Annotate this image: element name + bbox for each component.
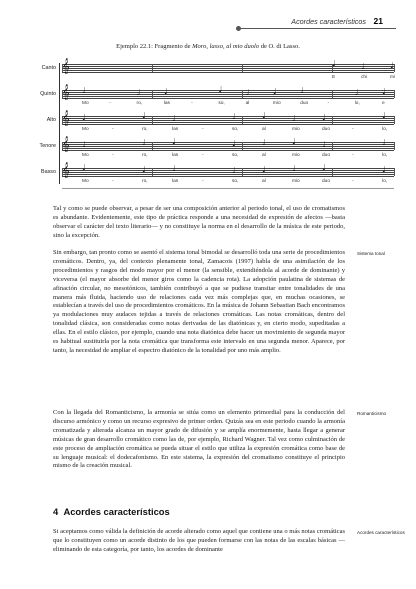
note-head: ♩ <box>322 140 326 149</box>
note-head: ♩ <box>292 114 296 123</box>
lyric-syllable: - <box>202 153 204 158</box>
note-head: ♩ <box>82 86 86 95</box>
lyric-syllable: mi <box>390 75 396 80</box>
staff-line <box>62 124 394 125</box>
staff-quinto <box>62 85 394 100</box>
margin-note-romanticismo: Romanticismo <box>357 411 387 416</box>
barline <box>394 168 395 176</box>
lyric-syllable: ro, <box>142 153 148 158</box>
lyric-syllable: al <box>245 101 250 106</box>
lyric-syllable: las <box>172 179 179 184</box>
lyric-syllable: E <box>332 75 336 80</box>
lyric-syllable: Mo <box>82 101 89 106</box>
lyric-syllable: duo <box>322 153 331 158</box>
staff-line <box>62 90 394 91</box>
note-head: ♩ <box>163 87 168 96</box>
staff-alto <box>62 111 394 126</box>
system-bracket <box>59 63 60 184</box>
note-head: ♩ <box>262 165 266 174</box>
treble-clef-icon: 𝄞 <box>62 85 70 100</box>
treble-clef-icon: 𝄞 <box>62 163 70 178</box>
staff-line <box>62 94 394 95</box>
note-head: ♩ <box>262 138 266 147</box>
staff-line <box>62 150 394 151</box>
page-number: 21 <box>373 16 383 26</box>
note-head: ♩ <box>172 164 176 173</box>
staff-line <box>62 142 394 143</box>
running-head-title: Acordes característicos <box>291 17 366 26</box>
staff-label-canto: Canto <box>41 65 56 71</box>
note-head: ♩ <box>172 137 176 146</box>
staff-canto <box>62 59 394 74</box>
lyric-syllable: - <box>112 179 114 184</box>
note-head: ♩ <box>382 87 386 96</box>
treble-clef-icon: 𝄞 <box>62 137 70 152</box>
staff-basso <box>62 163 394 178</box>
lyric-syllable: lo, <box>382 153 388 158</box>
lyric-syllable: so, <box>232 153 239 158</box>
lyrics-canto <box>62 75 394 83</box>
lyric-syllable: - <box>352 179 354 184</box>
lyric-syllable: so, <box>232 127 239 132</box>
paragraph-4: Si aceptamos como válida la definición de acorde alterado como aquel que contiene una o más notas cromáticas que lo constituyen como un acorde distinto de los que pueden formarse con las notas de las escalas básicas —eliminando de esta categoría, por tanto, los acordes de dominante <box>53 528 345 553</box>
lyric-syllable: - <box>202 127 204 132</box>
note-head: ♩ <box>300 86 304 95</box>
note-head: ♩ <box>82 113 86 122</box>
barline <box>332 142 333 150</box>
section-number: 4 <box>53 506 59 517</box>
barline <box>242 90 243 98</box>
lyrics-basso <box>62 179 394 187</box>
barline <box>394 64 395 72</box>
note-head: ♩ <box>232 166 236 175</box>
example-label: Ejemplo 22.1: Fragmento de <box>116 43 193 50</box>
barline <box>152 116 153 124</box>
note-head: ♩ <box>292 137 296 146</box>
lyric-syllable: las <box>163 101 170 106</box>
barline <box>332 168 333 176</box>
lyric-syllable: Mo <box>82 153 89 158</box>
barline <box>152 168 153 176</box>
note-head: ♩ <box>245 88 250 97</box>
lyric-syllable: al <box>262 127 266 132</box>
staff-line <box>62 70 394 71</box>
paragraph-1: Tal y como se puede observar, a pesar de ser una composición anterior al periodo tonal, el uso de cromatismos es abundante. Evidentemente, este tipo de práctica responde a una necesidad de expresión de afectos —basta observar el carácter del texto literario— y no constituye la norma en el desarrollo de la música de este periodo, sino la excepción. <box>53 205 345 239</box>
note-head: ♩ <box>142 165 146 174</box>
staff-label-basso: Basso <box>41 169 56 175</box>
lyric-syllable: duo <box>322 127 331 132</box>
note-head: ♩ <box>361 62 365 71</box>
note-head: ♩ <box>382 165 386 174</box>
lyric-syllable: - <box>112 127 114 132</box>
note-head: ♩ <box>354 88 359 97</box>
lyric-syllable: lo, <box>382 127 388 132</box>
paragraph-3: Con la llegada del Romanticismo, la armonía se sitúa como un elemento primordial para la conducción del discurso armónico y como un recurso expresivo de primer orden. Quizás sea en este periodo cuando la armonía cromatizada y alterada alcanza un mayor grado de difusión y se amplía enormemente, hasta llegar a generar músicas de gran desarrollo cromático como las de, por ejemplo, Richard Wagner. Tal vez como culminación de este proceso de ampliación cromática se pueda situar el estilo que utiliza la expresión cromática como base de su lenguaje musical: el dodecafonismo. En este sistema, la expresión del cromatismo constituye el principio mismo de la creación musical. <box>53 409 345 470</box>
staff-tenore <box>62 137 394 152</box>
lyric-syllable: ro, <box>142 127 148 132</box>
lyric-syllable: Mo <box>82 179 89 184</box>
barline <box>394 142 395 150</box>
barline <box>242 64 243 72</box>
note-head: ♩ <box>262 111 266 120</box>
note-head: ♩ <box>272 87 277 96</box>
lyric-syllable: - <box>327 101 330 106</box>
staff-label-quinto: Quinto <box>40 91 56 97</box>
staff-line <box>62 170 394 171</box>
lyric-syllable: ro, <box>142 179 148 184</box>
barline <box>242 168 243 176</box>
treble-clef-icon: 𝄞 <box>62 111 70 126</box>
note-head: ♩ <box>218 85 223 94</box>
note-head: ♩ <box>322 113 326 122</box>
lyric-syllable: - <box>191 101 193 106</box>
barline <box>394 90 395 98</box>
lyric-syllable: las <box>172 127 179 132</box>
running-head-rule <box>237 28 396 29</box>
lyric-syllable: so, <box>218 101 225 106</box>
lyric-syllable: mio <box>292 153 300 158</box>
staff-line <box>62 68 394 69</box>
staff-line <box>62 148 394 149</box>
staff-line <box>62 116 394 117</box>
lyric-syllable: lo, <box>382 179 388 184</box>
lyric-syllable: las <box>172 153 179 158</box>
note-head: ♩ <box>390 61 394 70</box>
lyric-syllable: mio <box>272 101 281 106</box>
staff-line <box>62 120 394 121</box>
barline <box>332 90 333 98</box>
lyrics-tenore <box>62 153 394 161</box>
lyric-syllable: duo <box>322 179 331 184</box>
lyrics-quinto <box>62 101 394 109</box>
staff-line <box>62 98 394 99</box>
barline <box>332 116 333 124</box>
staff-label-alto: Alto <box>46 117 56 123</box>
barline <box>242 142 243 150</box>
staff-line <box>62 96 394 97</box>
staff-line <box>62 172 394 173</box>
lyric-syllable: - <box>112 153 114 158</box>
staff-line <box>62 168 394 169</box>
note-head: ♩ <box>292 164 296 173</box>
staff-line <box>62 146 394 147</box>
note-head: ♩ <box>332 59 336 68</box>
note-head: ♩ <box>172 114 176 123</box>
note-head: ♩ <box>142 111 146 120</box>
note-head: ♩ <box>136 88 141 97</box>
lyric-syllable: lo, <box>354 101 360 106</box>
staff-line <box>62 92 394 93</box>
lyric-syllable: Mo <box>82 127 89 132</box>
note-head: ♩ <box>142 138 146 147</box>
score-bottom-rule <box>62 188 394 189</box>
lyric-syllable: - <box>202 179 204 184</box>
staff-label-tenore: Tenore <box>39 143 56 149</box>
staff-line <box>62 176 394 177</box>
note-head: ♩ <box>382 138 386 147</box>
section-title: Acordes característicos <box>63 506 170 517</box>
barline <box>152 90 153 98</box>
barline <box>242 116 243 124</box>
example-work-title: Moro, lasso, al mio duolo <box>192 43 260 50</box>
lyric-syllable: duo <box>300 101 309 106</box>
lyric-syllable: mio <box>292 179 300 184</box>
barline <box>394 116 395 124</box>
staff-line <box>62 174 394 175</box>
example-suffix: de O. di Lasso. <box>259 43 300 50</box>
lyric-syllable: mio <box>292 127 300 132</box>
running-head <box>0 17 416 31</box>
treble-clef-icon: 𝄞 <box>62 59 70 74</box>
note-head: ♩ <box>382 111 386 120</box>
margin-note-acordes: Acordes característicos <box>357 530 405 535</box>
barline <box>152 64 153 72</box>
staff-line <box>62 122 394 123</box>
note-head: ♩ <box>232 112 236 121</box>
note-head: ♩ <box>82 163 86 172</box>
staff-line <box>62 64 394 65</box>
example-caption <box>0 43 416 50</box>
lyric-syllable: - <box>109 101 111 106</box>
note-head: ♩ <box>322 163 326 172</box>
note-head: ♩ <box>82 140 86 149</box>
lyric-syllable: chi <box>361 75 368 80</box>
lyric-syllable: ro, <box>136 101 143 106</box>
note-head: ♩ <box>232 139 236 148</box>
lyric-syllable: - <box>352 127 354 132</box>
lyric-syllable: - <box>352 153 354 158</box>
staff-line <box>62 72 394 73</box>
lyric-syllable: al <box>262 153 266 158</box>
paragraph-2: Sin embargo, tan pronto como se asentó el sistema tonal bimodal se desarrolló toda una serie de procedimientos cromáticos. Dentro, ya, del contexto plenamente tonal, Zamacois (1997) habla de una asimilación de los procedimientos y rasgos del modo mayor por el menor (la sensible, extendiéndola al acorde de dominante) y viceversa (el mayor absorbe del menor giros como la cadencia rota). La adopción paulatina de sistemas de afinación circular, no mesotónicos, también contribuyó a que se pudiese transitar entre tonalidades de una manera más fluida, haciendo uso de relaciones cada vez más complejas que, en muchas ocasiones, se establecían a través del uso de procedimientos cromáticos. En la música de Johann Sebastian Bach encontramos ya modulaciones muy audaces tejidas a través de relaciones cromáticas. Las notas cromáticas, dentro del tonalidad clásica, son consideradas como notas derivadas de las diatónicas y, en cierto modo, supeditadas a ellas. En el estilo clásico, por ejemplo, cuando una nota diatónica debe hacer un movimiento de segunda mayor es habitual sustituirla por la nota cromática que transforma este intervalo en una segunda menor. Aparece, por tanto, la necesidad de ampliar el espectro diatónico de la tonalidad por uno más amplio. <box>53 249 345 354</box>
section-heading <box>53 506 170 517</box>
staff-line <box>62 144 394 145</box>
lyric-syllable: so, <box>232 179 239 184</box>
margin-note-sistema-tonal: Sistema tonal <box>357 251 385 256</box>
barline <box>152 142 153 150</box>
music-score <box>32 52 394 200</box>
lyrics-alto <box>62 127 394 135</box>
lyric-syllable: al <box>262 179 266 184</box>
staff-line <box>62 118 394 119</box>
lyric-syllable: e <box>382 101 385 106</box>
staff-line <box>62 66 394 67</box>
